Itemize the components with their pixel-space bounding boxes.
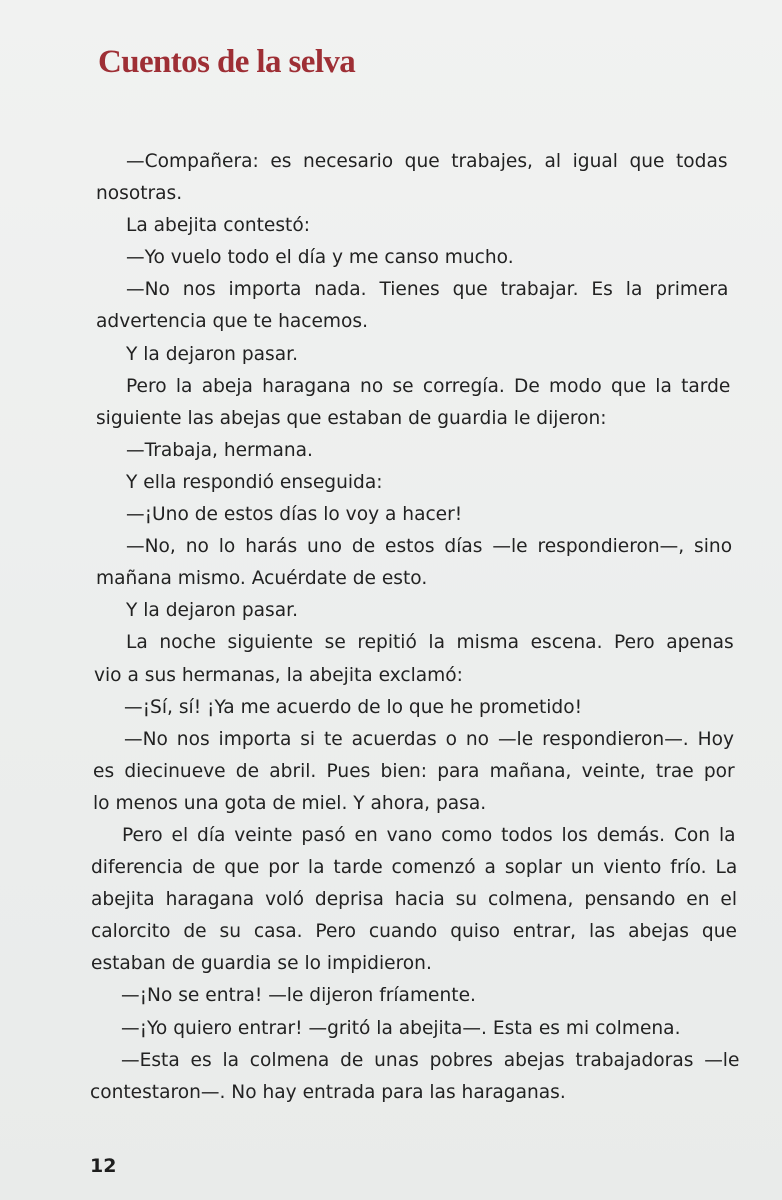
page-number: 12 [90, 1155, 117, 1177]
text-line: siguiente las abejas que estaban de guardia le dijeron: [96, 407, 607, 429]
text-line: abejita haragana voló deprisa hacia su colmena, pensando en el [91, 889, 738, 911]
text-line: mañana mismo. Acuérdate de esto. [96, 568, 428, 590]
text-line: —Esta es la colmena de unas pobres abejas trabajadoras —le [121, 1049, 740, 1071]
text-line: advertencia que te hacemos. [96, 311, 368, 333]
text-line: —No, no lo harás uno de estos días —le respondieron—, sino [126, 536, 733, 558]
text-line: —No nos importa si te acuerdas o no —le respondieron—. Hoy [124, 728, 734, 750]
text-line: —¡No se entra! —le dijeron fríamente. [121, 985, 476, 1007]
text-line: La abejita contestó: [126, 215, 310, 237]
text-line: —¡Yo quiero entrar! —gritó la abejita—. Esta es mi colmena. [121, 1017, 681, 1039]
text-line: Y la dejaron pasar. [126, 600, 298, 622]
text-line: es diecinueve de abril. Pues bien: para mañana, veinte, trae por [93, 760, 735, 782]
text-line: Y ella respondió enseguida: [126, 471, 383, 493]
text-line: —Yo vuelo todo el día y me canso mucho. [126, 247, 514, 269]
text-line: contestaron—. No hay entrada para las haraganas. [90, 1081, 566, 1103]
text-line: estaban de guardia se lo impidieron. [91, 953, 432, 975]
text-line: Y la dejaron pasar. [126, 343, 298, 365]
body-text [0, 146, 782, 1109]
running-title: Cuentos de la selva [98, 44, 356, 80]
text-line: —¡Uno de estos días lo voy a hacer! [126, 504, 463, 526]
text-line: lo menos una gota de miel. Y ahora, pasa. [93, 792, 487, 814]
text-line: —¡Sí, sí! ¡Ya me acuerdo de lo que he prometido! [124, 696, 583, 718]
text-line: vio a sus hermanas, la abejita exclamó: [94, 664, 463, 686]
text-line: Pero el día veinte pasó en vano como todos los demás. Con la [122, 824, 736, 846]
text-line: —No nos importa nada. Tienes que trabajar. Es la primera [126, 279, 729, 301]
text-line: nosotras. [96, 183, 183, 205]
text-line: calorcito de su casa. Pero cuando quiso entrar, las abejas que [91, 921, 737, 943]
text-line: La noche siguiente se repitió la misma escena. Pero apenas [126, 632, 734, 654]
text-line: Pero la abeja haragana no se corregía. De modo que la tarde [126, 375, 731, 397]
text-line: —Compañera: es necesario que trabajes, al igual que todas [126, 151, 728, 172]
text-line: —Trabaja, hermana. [126, 439, 313, 461]
text-line: diferencia de que por la tarde comenzó a soplar un viento frío. La [91, 857, 738, 879]
